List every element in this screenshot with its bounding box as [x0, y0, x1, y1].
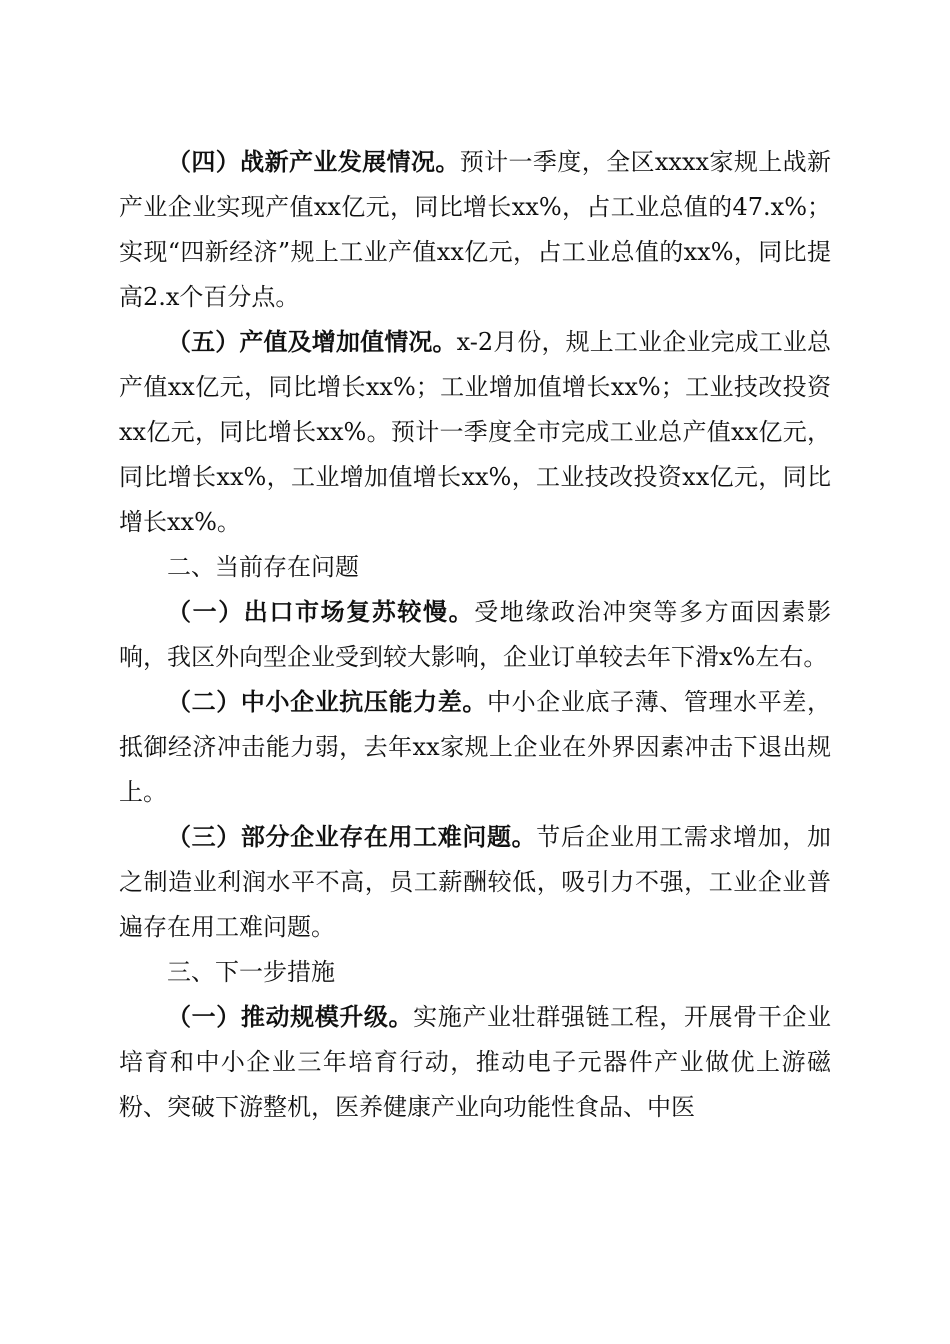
paragraph-lead: （一）出口市场复苏较慢。: [167, 598, 475, 626]
section-heading-current-problems: 二、当前存在问题: [167, 553, 359, 581]
paragraph-lead: （二）中小企业抗压能力差。: [167, 688, 487, 716]
paragraph-text: 预计一季度，全区xxxx家规上战新产业企业实现产值xx亿元，同比增长xx%，占工业总值的47.x%；实现“四新经济”规上工业产值xx亿元，占工业总值的xx%，同比提高2.x个百分点。: [119, 148, 832, 311]
paragraph-lead: （四）战新产业发展情况。: [167, 148, 460, 176]
section-heading-next-steps: 三、下一步措施: [167, 958, 335, 986]
paragraph-text: 中小企业底子薄、管理水平差，抵御经济冲击能力弱，去年xx家规上企业在外界因素冲击下退出规上。: [119, 688, 831, 806]
paragraph-lead: （一）推动规模升级。: [167, 1003, 414, 1031]
paragraph-labor-shortage: [119, 815, 831, 950]
paragraph-scale-upgrade: [119, 995, 831, 1130]
paragraph-text: 节后企业用工需求增加，加之制造业利润水平不高，员工薪酬较低，吸引力不强，工业企业普遍存在用工难问题。: [119, 823, 832, 941]
paragraph-text: 实施产业壮群强链工程，开展骨干企业培育和中小企业三年培育行动，推动电子元器件产业做优上游磁粉、突破下游整机，医养健康产业向功能性食品、中医: [119, 1003, 832, 1121]
paragraph-text: 受地缘政治冲突等多方面因素影响，我区外向型企业受到较大影响，企业订单较去年下滑x%左右。: [119, 598, 832, 671]
paragraph-export-market: [119, 590, 831, 680]
paragraph-sme-resilience: [119, 680, 831, 815]
paragraph-output-value: [119, 320, 831, 545]
paragraph-lead: （三）部分企业存在用工难问题。: [167, 823, 537, 851]
paragraph-emerging-industries: [119, 140, 831, 320]
paragraph-lead: （五）产值及增加值情况。: [167, 328, 457, 356]
paragraph-text: x-2月份，规上工业企业完成工业总产值xx亿元，同比增长xx%；工业增加值增长xx%；工业技改投资xx亿元，同比增长xx%。预计一季度全市完成工业总产值xx亿元，同比增长xx%，工业增加值增长xx%，工业技改投资xx亿元，同比增长xx%。: [119, 328, 832, 536]
document-body: [119, 140, 831, 1130]
